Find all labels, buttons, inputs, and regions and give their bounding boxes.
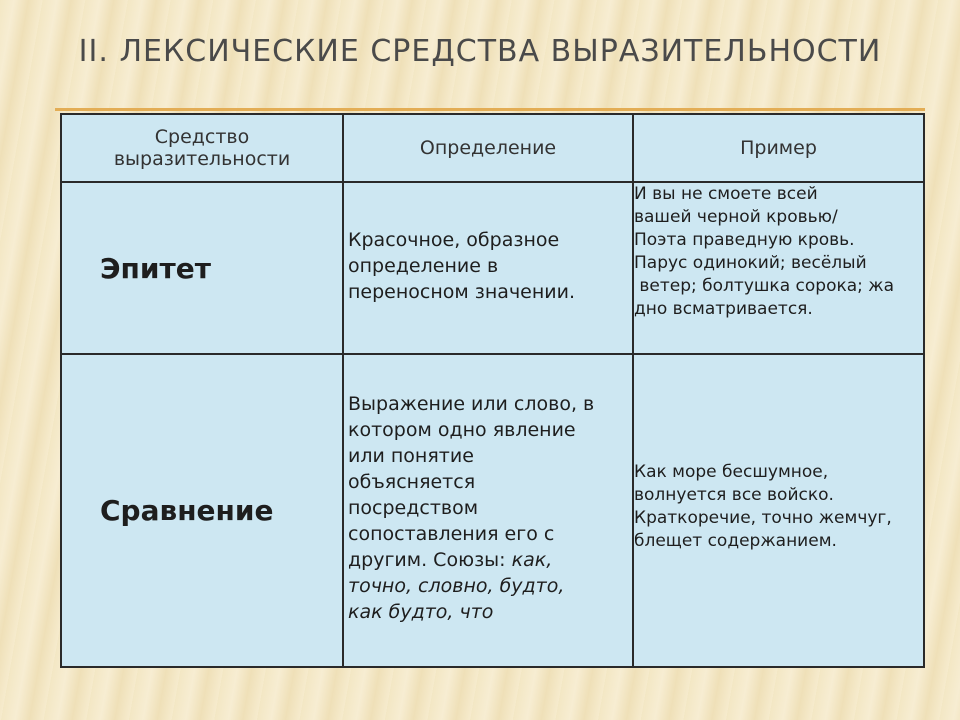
table-header-row (61, 114, 924, 182)
definition-line: сопоставления его с (348, 523, 555, 545)
example-line: вашей черной кровью/ (634, 207, 838, 227)
example-line: Как море бесшумное, (634, 461, 829, 482)
example-line: волнуется все войско. (634, 484, 834, 505)
conjunction-text: как будто, что (348, 601, 494, 623)
definition-line: или понятие (348, 445, 474, 467)
definition-epithet (343, 182, 633, 354)
example-epithet (633, 182, 924, 354)
example-line: дно всматривается. (634, 299, 813, 319)
conjunction-text: точно, словно, будто, (348, 575, 565, 597)
example-line: Парус одинокий; весёлый (634, 253, 867, 273)
example-line: блещет содержанием. (634, 530, 837, 551)
definition-line: котором одно явление (348, 419, 576, 441)
conjunction-text: как, (511, 549, 553, 571)
example-line: Краткоречие, точно жемчуг, (634, 507, 892, 528)
term-epithet: Эпитет (61, 182, 343, 354)
devices-table (60, 113, 925, 668)
definition-comparison (343, 354, 633, 667)
title-underline (55, 108, 925, 111)
definition-line: Выражение или слово, в (348, 393, 595, 415)
header-device-line2: выразительности (113, 148, 291, 170)
definition-line: Красочное, образное (348, 229, 560, 251)
example-line: Поэта праведную кровь. (634, 230, 855, 250)
table-row (61, 182, 924, 354)
header-device (61, 114, 343, 182)
definition-line: посредством (348, 497, 479, 519)
definition-line: переносном значении. (348, 281, 576, 303)
table-row (61, 354, 924, 667)
header-device-line1: Средство (154, 126, 250, 148)
definition-line: определение в (348, 255, 499, 277)
definition-line: другим. Союзы: (348, 549, 512, 571)
definition-line: объясняется (348, 471, 476, 493)
slide-title: II. ЛЕКСИЧЕСКИЕ СРЕДСТВА ВЫРАЗИТЕЛЬНОСТИ (78, 34, 882, 69)
header-example: Пример (633, 114, 924, 182)
term-comparison: Сравнение (61, 354, 343, 667)
example-line: ветер; болтушка сорока; жа (634, 276, 895, 296)
example-line: И вы не смоете всей (634, 184, 818, 204)
header-definition: Определение (343, 114, 633, 182)
example-comparison (633, 354, 924, 667)
